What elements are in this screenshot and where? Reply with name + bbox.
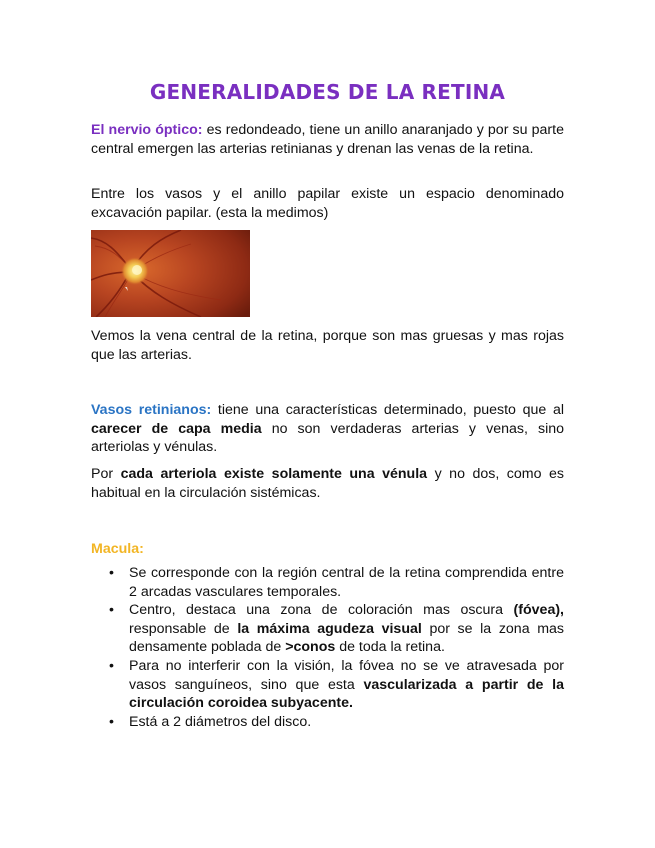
arteriole-text-c: y no dos, como es habitual en la circulación sistémicas.	[91, 466, 564, 501]
bullet-icon: •	[109, 565, 114, 581]
macula-bullet-2-d: la máxima agudeza visual	[237, 620, 422, 637]
fundus-image	[91, 230, 250, 317]
retinal-vessels-text-c: no son verdaderas arterias y venas, sino arteriolas y vénulas.	[91, 420, 564, 456]
macula-bullet-2-a: Centro, destaca una zona de coloración mas oscura	[129, 602, 514, 619]
arteriole-text-a: Por	[91, 466, 121, 482]
list-item	[91, 657, 564, 713]
macula-heading	[91, 540, 564, 559]
bullet-icon: •	[109, 713, 114, 730]
list-item	[91, 601, 564, 657]
list-item	[91, 713, 564, 732]
macula-bullet-list	[91, 564, 564, 731]
macula-label: Macula:	[91, 541, 144, 557]
bullet-icon: •	[109, 602, 114, 619]
macula-bullet-2-g: de toda la retina.	[335, 639, 445, 656]
macula-bullet-2-b: (fóvea),	[513, 602, 564, 619]
list-item	[91, 564, 564, 601]
optic-nerve-paragraph	[91, 121, 564, 158]
page-title: GENERALIDADES DE LA RETINA	[149, 80, 506, 104]
retinal-vessels-bold: carecer de capa media	[91, 420, 262, 437]
macula-bullet-2-e: por se la zona mas densamente poblada de	[129, 620, 564, 656]
macula-bullet-2-f: >conos	[285, 639, 336, 656]
macula-bullet-2-c: responsable de	[129, 620, 238, 637]
bullet-icon: •	[109, 657, 114, 674]
retinal-vessels-label: Vasos retinianos:	[91, 402, 212, 418]
optic-nerve-text: es redondeado, tiene un anillo anaranjado y por su parte central emergen las arterias retinianas y drenan las venas de la retina.	[91, 122, 564, 157]
arteriole-bold: cada arteriola existe solamente una vénula	[120, 466, 428, 482]
central-vein-caption: Vemos la vena central de la retina, porque son mas gruesas y mas rojas que las arterias.	[91, 328, 564, 363]
fundus-photo-icon	[91, 230, 250, 317]
excavation-paragraph: Entre los vasos y el anillo papilar existe un espacio denominado excavación papilar. (esta la medimos)	[91, 186, 564, 221]
macula-bullet-1: Se corresponde con la región central de la retina comprendida entre 2 arcadas vasculares temporales.	[129, 565, 564, 600]
optic-nerve-label: El nervio óptico:	[91, 122, 203, 138]
macula-bullet-3-b: vascularizada a partir de la circulación coroidea subyacente.	[129, 676, 564, 712]
arteriole-venule-paragraph	[91, 465, 564, 502]
macula-bullet-3-a: Para no interferir con la visión, la fóvea no se ve atravesada por vasos sanguíneos, sino que esta	[129, 657, 564, 693]
retinal-vessels-text-a: tiene una características determinado, puesto que al	[211, 402, 565, 418]
retinal-vessels-paragraph	[91, 401, 564, 457]
macula-bullet-4: Está a 2 diámetros del disco.	[129, 713, 312, 730]
